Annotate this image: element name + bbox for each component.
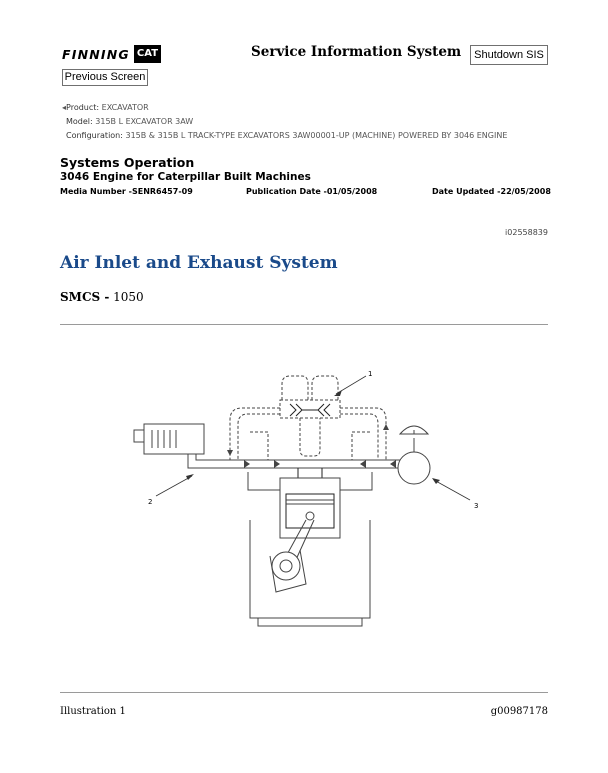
date-updated: Date Updated -22/05/2008 bbox=[432, 187, 551, 196]
turbocharger-shape bbox=[230, 376, 386, 460]
product-label: Product: bbox=[66, 103, 100, 112]
divider-top bbox=[60, 324, 548, 325]
document-subtitle: 3046 Engine for Caterpillar Built Machines bbox=[60, 171, 311, 183]
model-line bbox=[66, 117, 193, 126]
document-id: i02558839 bbox=[505, 228, 548, 237]
divider-bottom bbox=[60, 692, 548, 693]
shutdown-sis-button[interactable]: Shutdown SIS bbox=[470, 45, 548, 65]
configuration-line bbox=[66, 131, 507, 140]
callout-2: 2 bbox=[148, 498, 153, 506]
smcs-value: 1050 bbox=[113, 290, 144, 304]
callout-3: 3 bbox=[474, 502, 479, 510]
smcs-code bbox=[60, 290, 144, 304]
configuration-value: 315B & 315B L TRACK-TYPE EXCAVATORS 3AW00001-UP (MACHINE) POWERED BY 3046 ENGINE bbox=[125, 131, 508, 140]
product-line bbox=[62, 103, 149, 112]
intake-pipe bbox=[188, 454, 310, 468]
callout-1: 1 bbox=[368, 370, 373, 378]
back-arrow-icon: ◂ bbox=[62, 103, 67, 112]
illustration-caption: Illustration 1 bbox=[60, 706, 126, 717]
media-number: Media Number -SENR6457-09 bbox=[60, 187, 193, 196]
product-value: EXCAVATOR bbox=[101, 103, 149, 112]
air-inlet-exhaust-diagram bbox=[130, 360, 490, 630]
previous-screen-button[interactable]: Previous Screen bbox=[62, 69, 148, 86]
illustration-id: g00987178 bbox=[490, 706, 548, 717]
smcs-label: SMCS - bbox=[60, 290, 110, 304]
finning-cat-logo bbox=[62, 44, 161, 64]
system-title: Service Information System bbox=[251, 44, 462, 60]
configuration-label: Configuration: bbox=[66, 131, 123, 140]
air-cleaner-shape bbox=[134, 424, 204, 454]
section-heading: Systems Operation bbox=[60, 155, 195, 170]
model-value: 315B L EXCAVATOR 3AW bbox=[95, 117, 194, 126]
model-label: Model: bbox=[66, 117, 93, 126]
logo-finning-text: FINNING bbox=[62, 46, 130, 62]
logo-cat-badge: CAT bbox=[134, 45, 161, 63]
page-title: Air Inlet and Exhaust System bbox=[60, 253, 338, 273]
publication-date: Publication Date -01/05/2008 bbox=[246, 187, 378, 196]
muffler-shape bbox=[398, 452, 430, 484]
